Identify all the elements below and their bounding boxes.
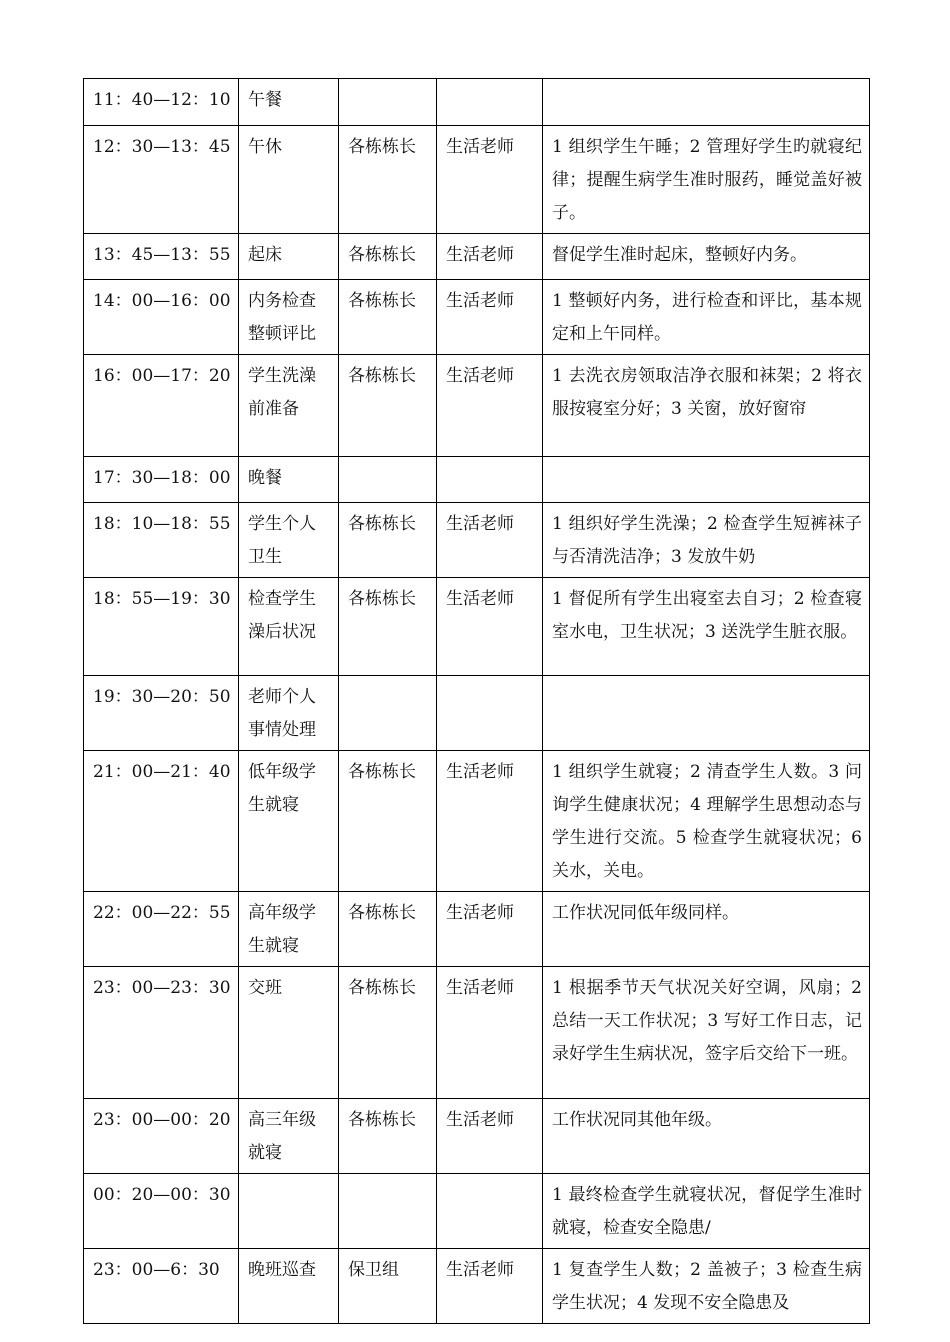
leader-cell: 各栋栋长	[339, 892, 437, 967]
teacher-cell	[437, 676, 543, 751]
teacher-cell	[437, 457, 543, 503]
activity-cell: 晚餐	[239, 457, 339, 503]
time-cell: 13：45—13：55	[84, 234, 239, 280]
duty-cell	[543, 79, 870, 126]
leader-cell: 保卫组	[339, 1249, 437, 1324]
activity-cell: 高年级学生就寝	[239, 892, 339, 967]
table-row	[84, 1099, 870, 1174]
activity-cell: 交班	[239, 967, 339, 1099]
time-cell: 23：00—00：20	[84, 1099, 239, 1174]
time-cell: 21：00—21：40	[84, 751, 239, 892]
activity-cell: 起床	[239, 234, 339, 280]
teacher-cell	[437, 1174, 543, 1249]
leader-cell: 各栋栋长	[339, 967, 437, 1099]
teacher-cell: 生活老师	[437, 892, 543, 967]
activity-cell: 午餐	[239, 79, 339, 126]
table-row	[84, 892, 870, 967]
table-row	[84, 355, 870, 457]
activity-cell: 内务检查整顿评比	[239, 280, 339, 355]
duty-schedule-table	[83, 78, 870, 1324]
time-cell: 23：00—23：30	[84, 967, 239, 1099]
teacher-cell: 生活老师	[437, 578, 543, 676]
duty-cell: 工作状况同低年级同样。	[543, 892, 870, 967]
table-row	[84, 503, 870, 578]
activity-cell: 老师个人事情处理	[239, 676, 339, 751]
activity-cell: 晚班巡查	[239, 1249, 339, 1324]
table-row	[84, 280, 870, 355]
table-row	[84, 126, 870, 234]
time-cell: 12：30—13：45	[84, 126, 239, 234]
duty-cell	[543, 676, 870, 751]
time-cell: 19：30—20：50	[84, 676, 239, 751]
duty-cell: 督促学生准时起床，整顿好内务。	[543, 234, 870, 280]
table-row	[84, 967, 870, 1099]
activity-cell: 检查学生澡后状况	[239, 578, 339, 676]
table-row	[84, 1174, 870, 1249]
table-row	[84, 79, 870, 126]
table-row	[84, 457, 870, 503]
time-cell: 18：55—19：30	[84, 578, 239, 676]
leader-cell: 各栋栋长	[339, 280, 437, 355]
duty-cell: 1 整顿好内务，进行检查和评比，基本规定和上午同样。	[543, 280, 870, 355]
table-row	[84, 676, 870, 751]
leader-cell: 各栋栋长	[339, 578, 437, 676]
duty-cell: 1 复查学生人数；2 盖被子；3 检查生病学生状况；4 发现不安全隐患及	[543, 1249, 870, 1324]
teacher-cell: 生活老师	[437, 1099, 543, 1174]
leader-cell: 各栋栋长	[339, 1099, 437, 1174]
teacher-cell: 生活老师	[437, 1249, 543, 1324]
activity-cell: 高三年级就寝	[239, 1099, 339, 1174]
activity-cell	[239, 1174, 339, 1249]
activity-cell: 低年级学生就寝	[239, 751, 339, 892]
duty-cell: 1 组织好学生洗澡；2 检查学生短裤袜子与否清洗洁净；3 发放牛奶	[543, 503, 870, 578]
duty-cell: 1 组织学生午睡；2 管理好学生旳就寝纪律；提醒生病学生准时服药，睡觉盖好被子。	[543, 126, 870, 234]
duty-cell: 工作状况同其他年级。	[543, 1099, 870, 1174]
leader-cell	[339, 79, 437, 126]
table-row	[84, 578, 870, 676]
leader-cell: 各栋栋长	[339, 126, 437, 234]
duty-cell: 1 最终检查学生就寝状况，督促学生准时就寝，检查安全隐患/	[543, 1174, 870, 1249]
leader-cell: 各栋栋长	[339, 355, 437, 457]
leader-cell	[339, 457, 437, 503]
time-cell: 00：20—00：30	[84, 1174, 239, 1249]
time-cell: 17：30—18：00	[84, 457, 239, 503]
activity-cell: 学生个人卫生	[239, 503, 339, 578]
activity-cell: 学生洗澡前准备	[239, 355, 339, 457]
teacher-cell: 生活老师	[437, 503, 543, 578]
duty-cell: 1 组织学生就寝；2 清查学生人数。3 问询学生健康状况；4 理解学生思想动态与学生进行交流。5 检查学生就寝状况；6 关水，关电。	[543, 751, 870, 892]
teacher-cell: 生活老师	[437, 126, 543, 234]
time-cell: 11：40—12：10	[84, 79, 239, 126]
teacher-cell: 生活老师	[437, 967, 543, 1099]
time-cell: 22：00—22：55	[84, 892, 239, 967]
time-cell: 16：00—17：20	[84, 355, 239, 457]
teacher-cell: 生活老师	[437, 234, 543, 280]
leader-cell: 各栋栋长	[339, 751, 437, 892]
teacher-cell: 生活老师	[437, 280, 543, 355]
table-row	[84, 751, 870, 892]
leader-cell	[339, 676, 437, 751]
teacher-cell	[437, 79, 543, 126]
activity-cell: 午休	[239, 126, 339, 234]
duty-cell: 1 去洗衣房领取洁净衣服和袜架；2 将衣服按寝室分好；3 关窗，放好窗帘	[543, 355, 870, 457]
duty-cell: 1 根据季节天气状况关好空调，风扇；2 总结一天工作状况；3 写好工作日志，记录好学生生病状况，签字后交给下一班。	[543, 967, 870, 1099]
time-cell: 18：10—18：55	[84, 503, 239, 578]
duty-cell	[543, 457, 870, 503]
teacher-cell: 生活老师	[437, 751, 543, 892]
leader-cell	[339, 1174, 437, 1249]
table-row	[84, 234, 870, 280]
leader-cell: 各栋栋长	[339, 503, 437, 578]
duty-cell: 1 督促所有学生出寝室去自习；2 检查寝室水电，卫生状况；3 送洗学生脏衣服。	[543, 578, 870, 676]
time-cell: 23：00—6：30	[84, 1249, 239, 1324]
time-cell: 14：00—16：00	[84, 280, 239, 355]
table-row	[84, 1249, 870, 1324]
teacher-cell: 生活老师	[437, 355, 543, 457]
leader-cell: 各栋栋长	[339, 234, 437, 280]
